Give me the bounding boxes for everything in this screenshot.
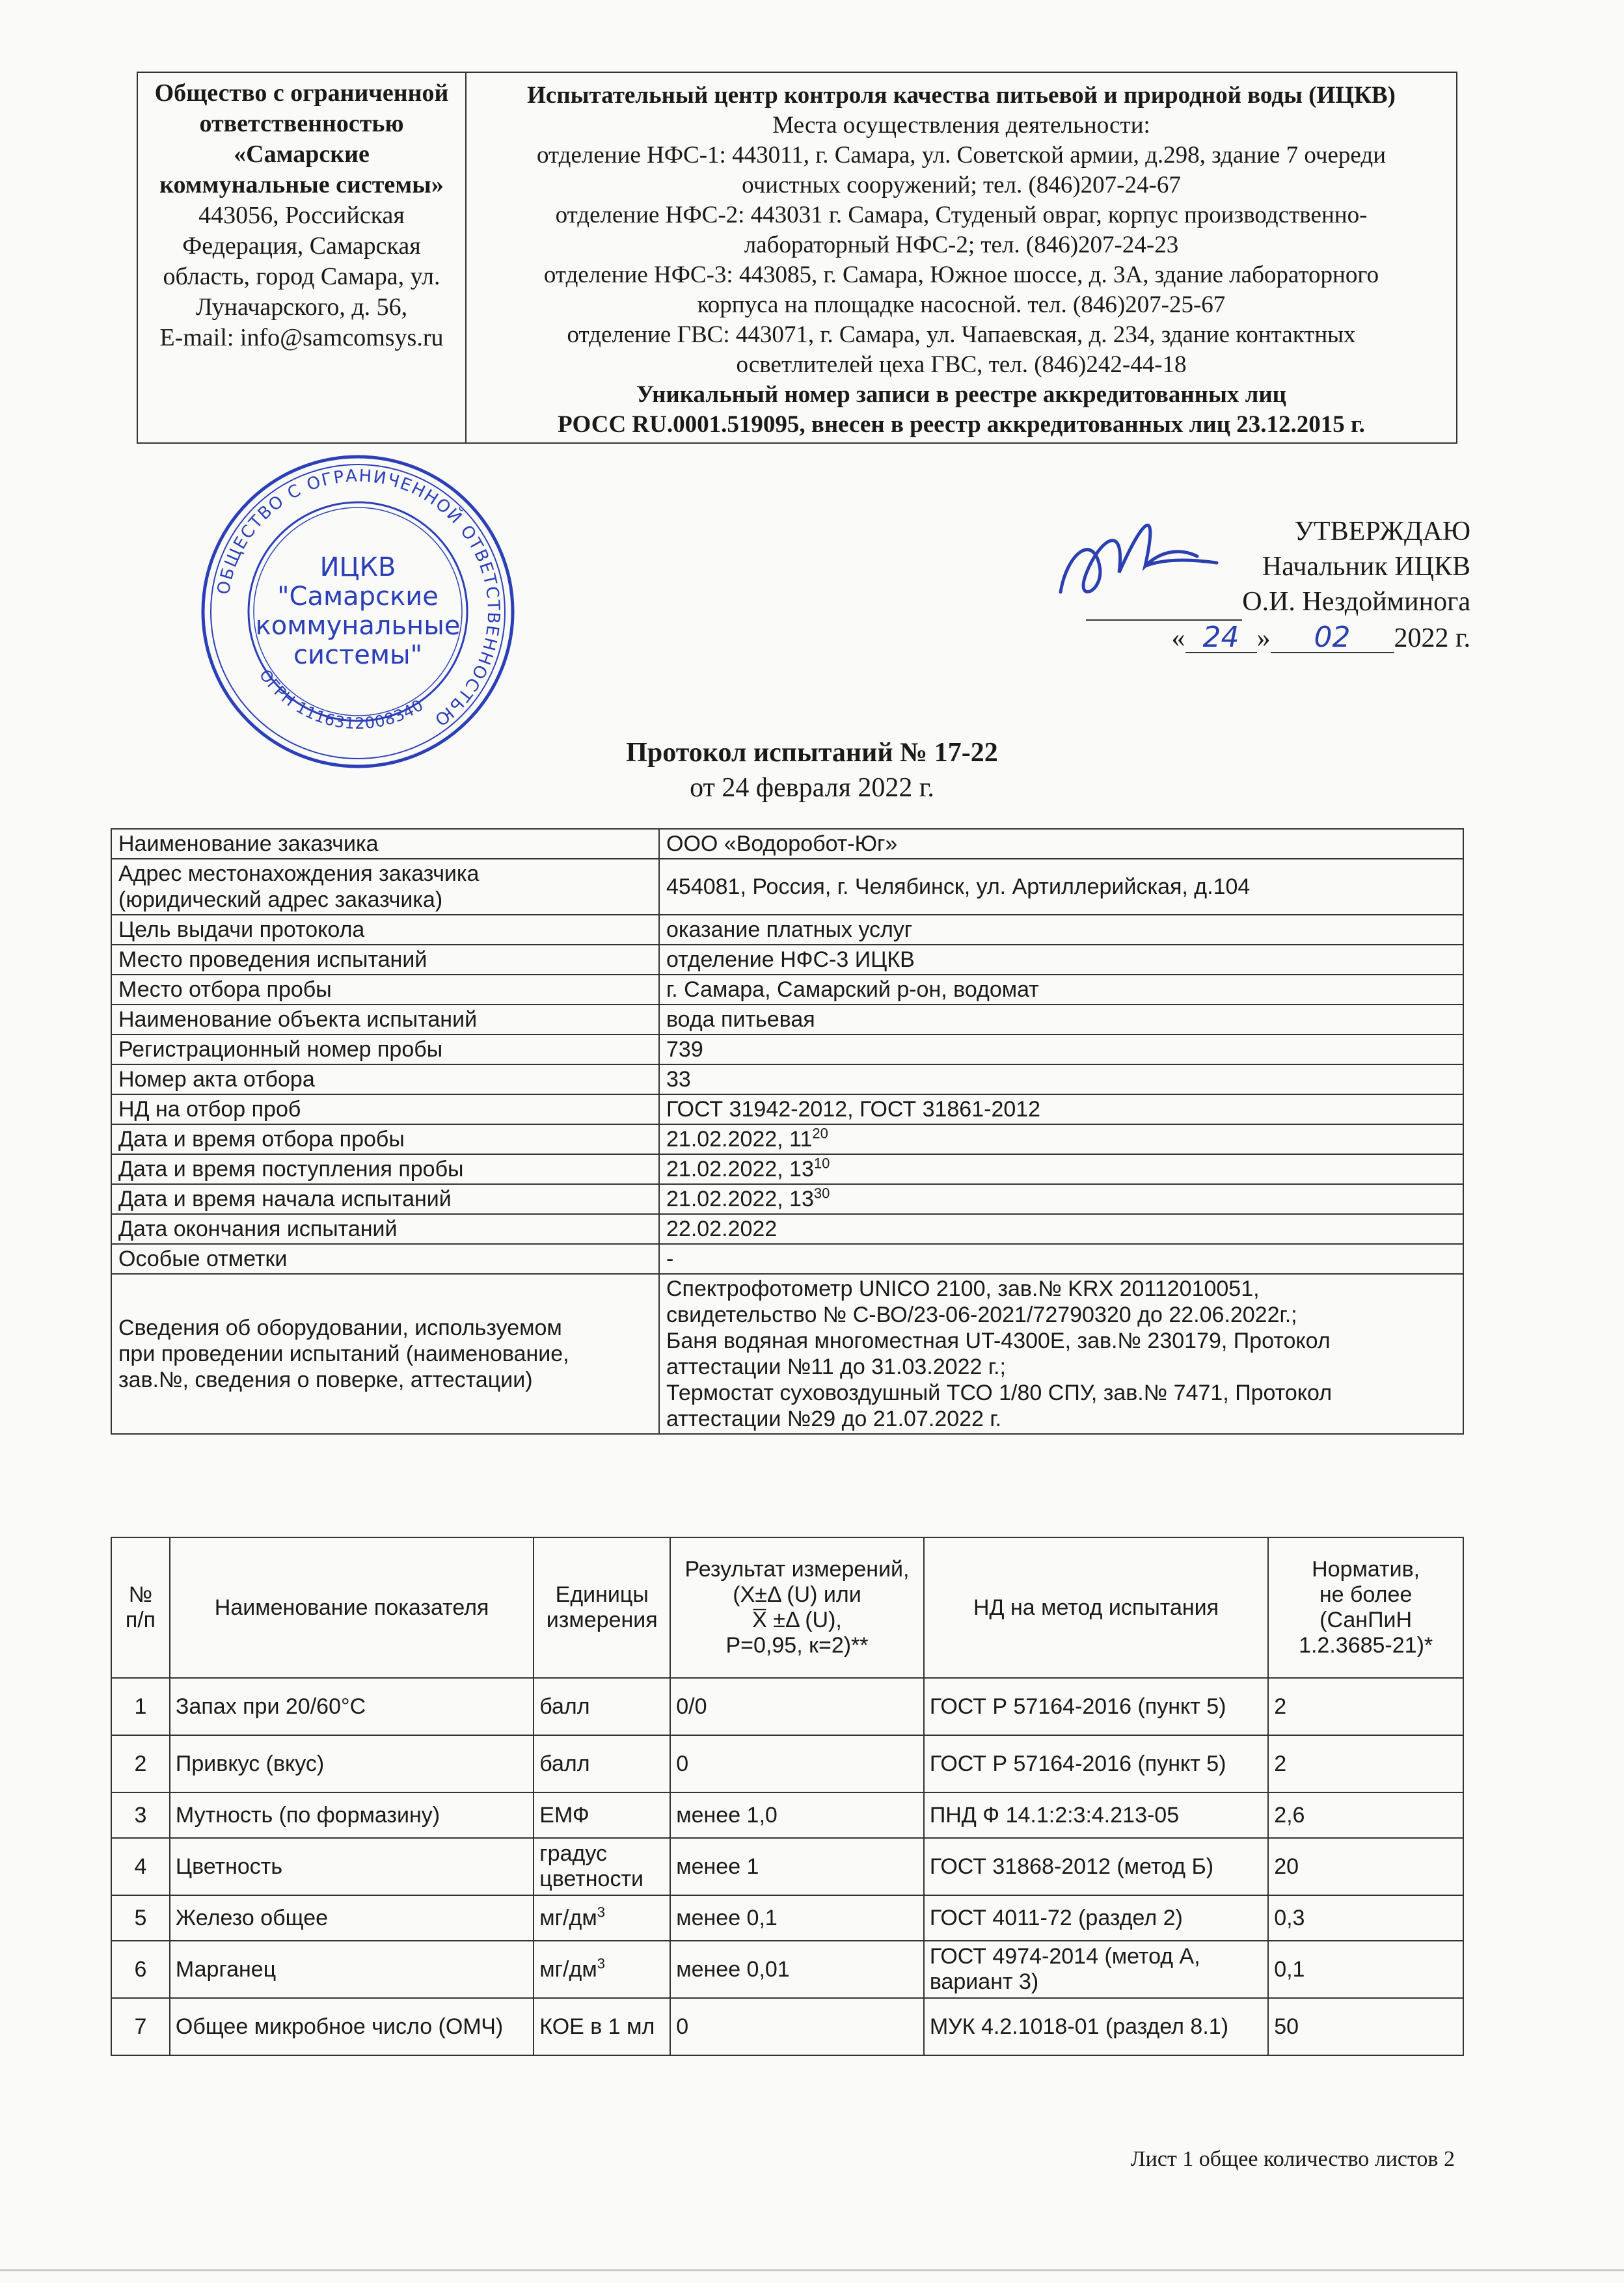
table-row	[111, 1094, 1463, 1124]
cell-result: менее 1	[670, 1838, 924, 1895]
info-label-line: Адрес местонахождения заказчика	[118, 861, 480, 886]
table-header-row	[111, 1537, 1463, 1678]
table-row	[111, 1184, 1463, 1214]
center-line: корпуса на площадке насосной. тел. (846)207-25-67	[697, 291, 1226, 318]
col-header-method: НД на метод испытания	[924, 1537, 1268, 1678]
cell-norm: 2,6	[1268, 1792, 1463, 1838]
info-label: Регистрационный номер пробы	[111, 1034, 659, 1064]
cell-norm: 50	[1268, 1998, 1463, 2055]
registry-number: РОСС RU.0001.519095, внесен в реестр аккредитованных лиц 23.12.2015 г.	[558, 411, 1365, 438]
center-line: отделение НФС-1: 443011, г. Самара, ул. Советской армии, д.298, здание 7 очереди	[536, 142, 1386, 169]
info-value: 739	[659, 1034, 1463, 1064]
info-label: Место проведения испытаний	[111, 945, 659, 975]
table-row	[111, 1124, 1463, 1154]
info-value: 454081, Россия, г. Челябинск, ул. Артиллерийская, д.104	[659, 859, 1463, 915]
table-row	[111, 1895, 1463, 1941]
center-line: отделение НФС-2: 443031 г. Самара, Студеный овраг, корпус производственно-	[555, 202, 1368, 228]
table-row	[111, 1244, 1463, 1274]
cell-unit: ЕМФ	[534, 1792, 670, 1838]
protocol-title	[0, 735, 1624, 805]
org-line: Общество с ограниченной	[154, 79, 449, 107]
table-row	[111, 1838, 1463, 1895]
signature-underline	[1086, 584, 1242, 621]
table-row	[111, 1941, 1463, 1998]
info-value: г. Самара, Самарский р-он, водомат	[659, 975, 1463, 1005]
cell-indicator: Запах при 20/60°С	[170, 1678, 534, 1735]
center-line: осветлителей цеха ГВС, тел. (846)242-44-18	[736, 351, 1187, 378]
header-line: (СанПиН	[1320, 1608, 1413, 1632]
stamp-center-line: ИЦКВ	[319, 552, 396, 582]
info-value: 22.02.2022	[659, 1214, 1463, 1244]
info-label	[111, 1274, 659, 1434]
cell-method: ГОСТ Р 57164-2016 (пункт 5)	[924, 1735, 1268, 1792]
table-row	[111, 1214, 1463, 1244]
cell-norm: 2	[1268, 1678, 1463, 1735]
org-line: коммунальные системы»	[159, 171, 444, 198]
info-value	[659, 1154, 1463, 1184]
equipment-line: аттестации №11 до 31.03.2022 г.;	[666, 1355, 1007, 1379]
approval-signature-line	[976, 584, 1470, 621]
cell-result: 0	[670, 1735, 924, 1792]
org-email: E-mail: info@samcomsys.ru	[159, 324, 444, 351]
cell-result: менее 0,01	[670, 1941, 924, 1998]
info-value: ООО «Водоробот-Юг»	[659, 829, 1463, 859]
organization-info	[138, 73, 467, 442]
equipment-line: свидетельство № С-ВО/23-06-2021/72790320 до 22.06.2022г.;	[666, 1303, 1297, 1327]
info-label: Дата окончания испытаний	[111, 1214, 659, 1244]
table-row	[111, 975, 1463, 1005]
header-line: X̅ ±Δ (U),	[752, 1608, 842, 1632]
table-row	[111, 1154, 1463, 1184]
stamp-seal	[195, 449, 521, 774]
org-line: «Самарские	[234, 141, 370, 168]
datetime-minutes: 20	[812, 1125, 828, 1142]
approval-position: Начальник ИЦКВ	[1262, 552, 1470, 582]
header-line: не более	[1319, 1582, 1413, 1607]
org-line: Луначарского, д. 56,	[195, 293, 408, 321]
table-row	[111, 1064, 1463, 1094]
header-line: Единицы	[555, 1582, 649, 1607]
cell-result: менее 1,0	[670, 1792, 924, 1838]
header-line: P=0,95, к=2)**	[725, 1633, 869, 1658]
cell-indicator: Привкус (вкус)	[170, 1735, 534, 1792]
equipment-line: Баня водяная многоместная UT-4300E, зав.№ 230179, Протокол	[666, 1329, 1331, 1353]
date-day: 24	[1185, 623, 1257, 653]
date-quote-close: »	[1256, 623, 1271, 653]
equipment-line: аттестации №29 до 21.07.2022 г.	[666, 1407, 1002, 1431]
col-header-name: Наименование показателя	[170, 1537, 534, 1678]
table-row	[111, 1274, 1463, 1434]
cell-result: менее 0,1	[670, 1895, 924, 1941]
stamp-ring-text: ОБЩЕСТВО С ОГРАНИЧЕННОЙ ОТВЕТСТВЕННОСТЬЮ	[213, 466, 504, 731]
unit-exponent: 3	[597, 1955, 605, 1972]
info-value	[659, 1184, 1463, 1214]
datetime-text: 21.02.2022, 13	[666, 1157, 814, 1182]
datetime-minutes: 10	[813, 1155, 830, 1172]
cell-indicator: Мутность (по формазину)	[170, 1792, 534, 1838]
cell-norm: 0,3	[1268, 1895, 1463, 1941]
cell-unit	[534, 1895, 670, 1941]
stamp-ogrn-text: ОГРН 1116312008340	[255, 666, 427, 733]
cell-unit: балл	[534, 1678, 670, 1735]
cell-number: 7	[111, 1998, 170, 2055]
header-line: измерения	[546, 1608, 658, 1632]
info-value: оказание платных услуг	[659, 915, 1463, 945]
info-value: вода питьевая	[659, 1005, 1463, 1034]
col-header-norm	[1268, 1537, 1463, 1678]
info-value: -	[659, 1244, 1463, 1274]
table-row	[111, 1735, 1463, 1792]
info-label	[111, 859, 659, 915]
approval-heading: УТВЕРЖДАЮ	[1294, 517, 1470, 547]
info-label: Наименование объекта испытаний	[111, 1005, 659, 1034]
stamp-center-line: коммунальные	[255, 611, 461, 641]
info-label-line: зав.№, сведения о поверке, аттестации)	[118, 1368, 533, 1392]
info-label-line: Сведения об оборудовании, используемом	[118, 1316, 562, 1340]
cell-method: ГОСТ 4011-72 (раздел 2)	[924, 1895, 1268, 1941]
cell-number: 2	[111, 1735, 170, 1792]
date-quote-open: «	[1171, 623, 1185, 653]
cell-method: ПНД Ф 14.1:2:3:4.213-05	[924, 1792, 1268, 1838]
info-label: Дата и время поступления пробы	[111, 1154, 659, 1184]
org-line: область, город Самара, ул.	[163, 263, 440, 290]
info-value: ГОСТ 31942-2012, ГОСТ 31861-2012	[659, 1094, 1463, 1124]
unit-text: мг/дм	[539, 1956, 597, 1982]
info-value: 33	[659, 1064, 1463, 1094]
center-line: отделение НФС-3: 443085, г. Самара, Южное шоссе, д. 3А, здание лабораторного	[543, 262, 1379, 288]
datetime-text: 21.02.2022, 13	[666, 1187, 814, 1211]
cell-number: 6	[111, 1941, 170, 1998]
info-value	[659, 1274, 1463, 1434]
header-line: №	[128, 1582, 153, 1607]
info-label: Особые отметки	[111, 1244, 659, 1274]
header-line: 1.2.3685-21)*	[1299, 1633, 1433, 1658]
header-line: (X±Δ (U) или	[733, 1582, 861, 1607]
table-row	[111, 915, 1463, 945]
table-row	[111, 1998, 1463, 2055]
sample-info-table	[111, 828, 1464, 1435]
protocol-number: Протокол испытаний № 17-22	[626, 738, 998, 768]
org-line: Федерация, Самарская	[182, 232, 421, 260]
header-block	[137, 72, 1457, 444]
equipment-line: Спектрофотометр UNICO 2100, зав.№ KRX 20112010051,	[666, 1277, 1260, 1301]
unit-exponent: 3	[597, 1904, 605, 1921]
cell-number: 4	[111, 1838, 170, 1895]
table-row	[111, 829, 1463, 859]
cell-method: ГОСТ 31868-2012 (метод Б)	[924, 1838, 1268, 1895]
center-line: лабораторный НФС-2; тел. (846)207-24-23	[744, 232, 1179, 258]
info-label: Номер акта отбора	[111, 1064, 659, 1094]
table-row	[111, 859, 1463, 915]
date-month: 02	[1271, 623, 1394, 653]
center-line: очистных сооружений; тел. (846)207-24-67	[742, 172, 1181, 198]
approval-date	[976, 621, 1470, 656]
col-header-number	[111, 1537, 170, 1678]
info-label: Место отбора пробы	[111, 975, 659, 1005]
info-label: Наименование заказчика	[111, 829, 659, 859]
info-label-line: (юридический адрес заказчика)	[118, 887, 443, 912]
cell-indicator: Железо общее	[170, 1895, 534, 1941]
results-table	[111, 1537, 1464, 2056]
org-line: ответственностью	[199, 110, 404, 137]
center-title: Испытательный центр контроля качества питьевой и природной воды (ИЦКВ)	[527, 82, 1396, 109]
approval-block	[976, 514, 1470, 656]
info-label-line: при проведении испытаний (наименование,	[118, 1342, 569, 1366]
info-value: отделение НФС-3 ИЦКВ	[659, 945, 1463, 975]
info-label: НД на отбор проб	[111, 1094, 659, 1124]
table-row	[111, 1034, 1463, 1064]
cell-number: 5	[111, 1895, 170, 1941]
table-row	[111, 945, 1463, 975]
info-label: Дата и время начала испытаний	[111, 1184, 659, 1214]
center-line: отделение ГВС: 443071, г. Самара, ул. Чапаевская, д. 234, здание контактных	[567, 321, 1356, 348]
datetime-text: 21.02.2022, 11	[666, 1127, 813, 1152]
info-label: Дата и время отбора пробы	[111, 1124, 659, 1154]
center-line: Места осуществления деятельности:	[772, 112, 1150, 139]
stamp-center-line: "Самарские	[277, 582, 439, 612]
cell-indicator: Марганец	[170, 1941, 534, 1998]
cell-norm: 20	[1268, 1838, 1463, 1895]
header-line: п/п	[125, 1608, 156, 1632]
cell-result: 0	[670, 1998, 924, 2055]
cell-method: ГОСТ Р 57164-2016 (пункт 5)	[924, 1678, 1268, 1735]
date-year: 2022 г.	[1394, 623, 1470, 653]
page-footer: Лист 1 общее количество листов 2	[1130, 2147, 1455, 2171]
equipment-line: Термостат суховоздушный ТСО 1/80 СПУ, зав.№ 7471, Протокол	[666, 1381, 1333, 1405]
cell-number: 3	[111, 1792, 170, 1838]
scan-edge-divider	[0, 2269, 1624, 2271]
datetime-minutes: 30	[813, 1185, 830, 1202]
info-value	[659, 1124, 1463, 1154]
header-line: Норматив,	[1312, 1557, 1420, 1582]
stamp-center-line: системы"	[293, 640, 423, 670]
col-header-result	[670, 1537, 924, 1678]
table-row	[111, 1005, 1463, 1034]
cell-norm: 0,1	[1268, 1941, 1463, 1998]
cell-unit: балл	[534, 1735, 670, 1792]
table-row	[111, 1678, 1463, 1735]
cell-indicator: Общее микробное число (ОМЧ)	[170, 1998, 534, 2055]
protocol-date: от 24 февраля 2022 г.	[690, 773, 934, 803]
cell-indicator: Цветность	[170, 1838, 534, 1895]
cell-result: 0/0	[670, 1678, 924, 1735]
header-line: Результат измерений,	[684, 1557, 910, 1582]
cell-unit: градус цветности	[534, 1838, 670, 1895]
approver-name: О.И. Нездойминога	[1242, 587, 1470, 617]
table-row	[111, 1792, 1463, 1838]
unit-text: мг/дм	[539, 1905, 597, 1930]
cell-norm: 2	[1268, 1735, 1463, 1792]
cell-unit	[534, 1941, 670, 1998]
cell-method: ГОСТ 4974-2014 (метод А, вариант 3)	[924, 1941, 1268, 1998]
cell-unit: КОЕ в 1 мл	[534, 1998, 670, 2055]
cell-number: 1	[111, 1678, 170, 1735]
org-line: 443056, Российская	[198, 202, 405, 229]
info-label: Цель выдачи протокола	[111, 915, 659, 945]
col-header-unit	[534, 1537, 670, 1678]
svg-text:ОГРН 1116312008340	[256, 666, 427, 733]
registry-line: Уникальный номер записи в реестре аккредитованных лиц	[636, 381, 1287, 408]
cell-method: МУК 4.2.1018-01 (раздел 8.1)	[924, 1998, 1268, 2055]
testing-center-info	[467, 73, 1456, 442]
